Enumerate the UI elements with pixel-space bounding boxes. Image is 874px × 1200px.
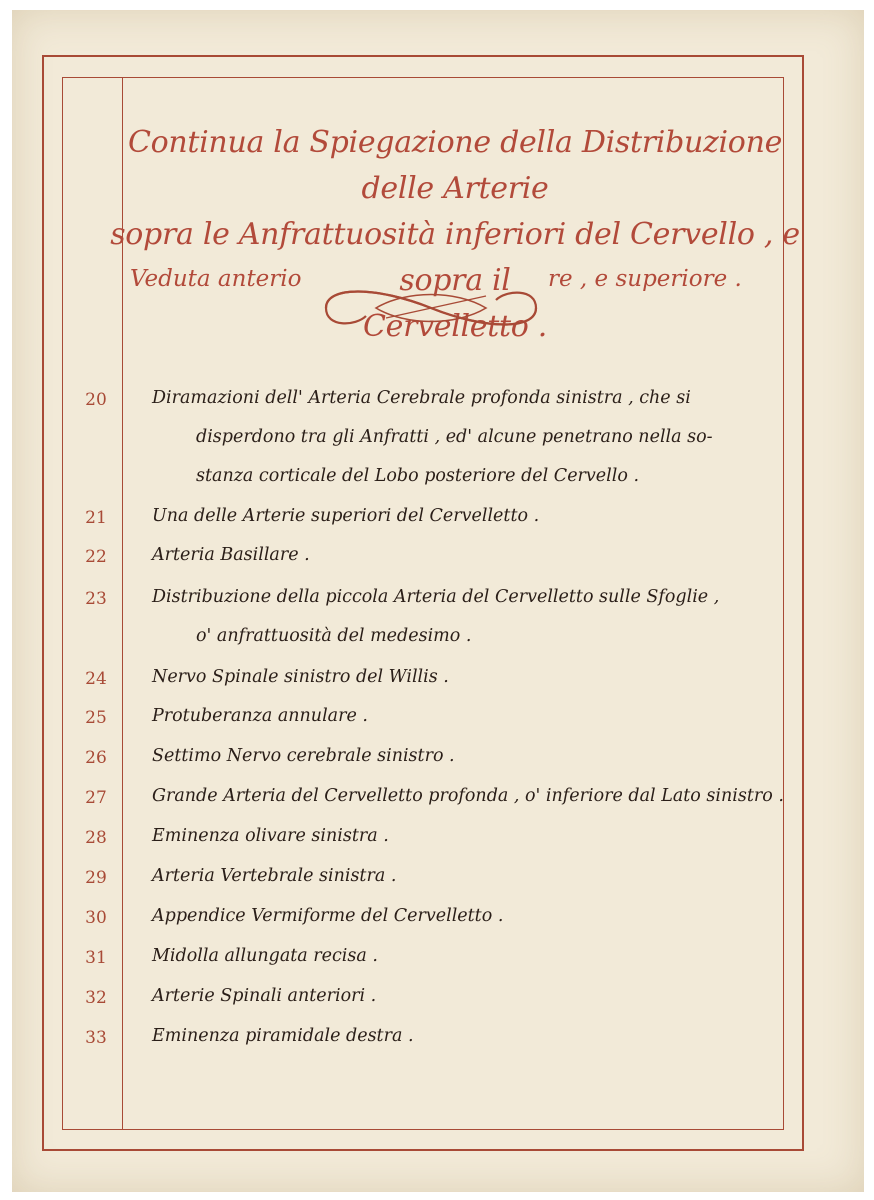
entry-text-line: Midolla allungata recisa . bbox=[152, 946, 378, 966]
title-line-1: Continua la Spiegazione della Distribuzione delle Arterie bbox=[127, 125, 783, 206]
entry-number: 31 bbox=[85, 948, 107, 968]
entry-text-line: o' anfrattuosità del medesimo . bbox=[196, 626, 472, 646]
entry-text-line: Arterie Spinali anteriori . bbox=[152, 986, 377, 1006]
entry-text-line: Nervo Spinale sinistro del Willis . bbox=[152, 667, 449, 687]
entry-number: 24 bbox=[85, 669, 107, 689]
entry-text-line: Eminenza piramidale destra . bbox=[152, 1026, 414, 1046]
entry-number: 33 bbox=[85, 1028, 107, 1048]
entry-number: 30 bbox=[85, 908, 107, 928]
subtitle-right: re , e superiore . bbox=[548, 266, 742, 292]
entry-text-line: Grande Arteria del Cervelletto profonda , o' inferiore dal Lato sinistro . bbox=[152, 786, 784, 806]
entry-text-line: Arteria Basillare . bbox=[152, 545, 310, 565]
entry-number: 29 bbox=[85, 868, 107, 888]
entry-text-line: Una delle Arterie superiori del Cervelletto . bbox=[152, 506, 540, 526]
entry-text-line: Appendice Vermiforme del Cervelletto . bbox=[152, 906, 504, 926]
entry-number: 27 bbox=[85, 788, 107, 808]
entry-number: 26 bbox=[85, 748, 107, 768]
subtitle-left: Veduta anterio bbox=[130, 266, 302, 292]
entry-text-line: stanza corticale del Lobo posteriore del Cervello . bbox=[196, 466, 640, 486]
entry-text-line: Arteria Vertebrale sinistra . bbox=[152, 866, 397, 886]
entry-text-line: Diramazioni dell' Arteria Cerebrale profonda sinistra , che si bbox=[152, 388, 691, 408]
entry-number: 21 bbox=[85, 508, 107, 528]
title-line-2: sopra le Anfrattuosità inferiori del Cervello , e sopra il bbox=[110, 217, 800, 298]
calligraphic-flourish-icon bbox=[316, 278, 546, 338]
entry-text-line: Eminenza olivare sinistra . bbox=[152, 826, 389, 846]
title-line-3: Cervelletto . bbox=[362, 309, 548, 344]
entry-text-line: Distribuzione della piccola Arteria del Cervelletto sulle Sfoglie , bbox=[152, 587, 720, 607]
entry-number: 32 bbox=[85, 988, 107, 1008]
entry-text-line: disperdono tra gli Anfratti , ed' alcune penetrano nella so- bbox=[196, 427, 713, 447]
entry-number: 23 bbox=[85, 589, 107, 609]
entry-text-line: Settimo Nervo cerebrale sinistro . bbox=[152, 746, 455, 766]
entry-number: 28 bbox=[85, 828, 107, 848]
entry-number: 22 bbox=[85, 547, 107, 567]
entry-number: 20 bbox=[85, 390, 107, 410]
entry-text-line: Protuberanza annulare . bbox=[152, 706, 368, 726]
entry-number: 25 bbox=[85, 708, 107, 728]
